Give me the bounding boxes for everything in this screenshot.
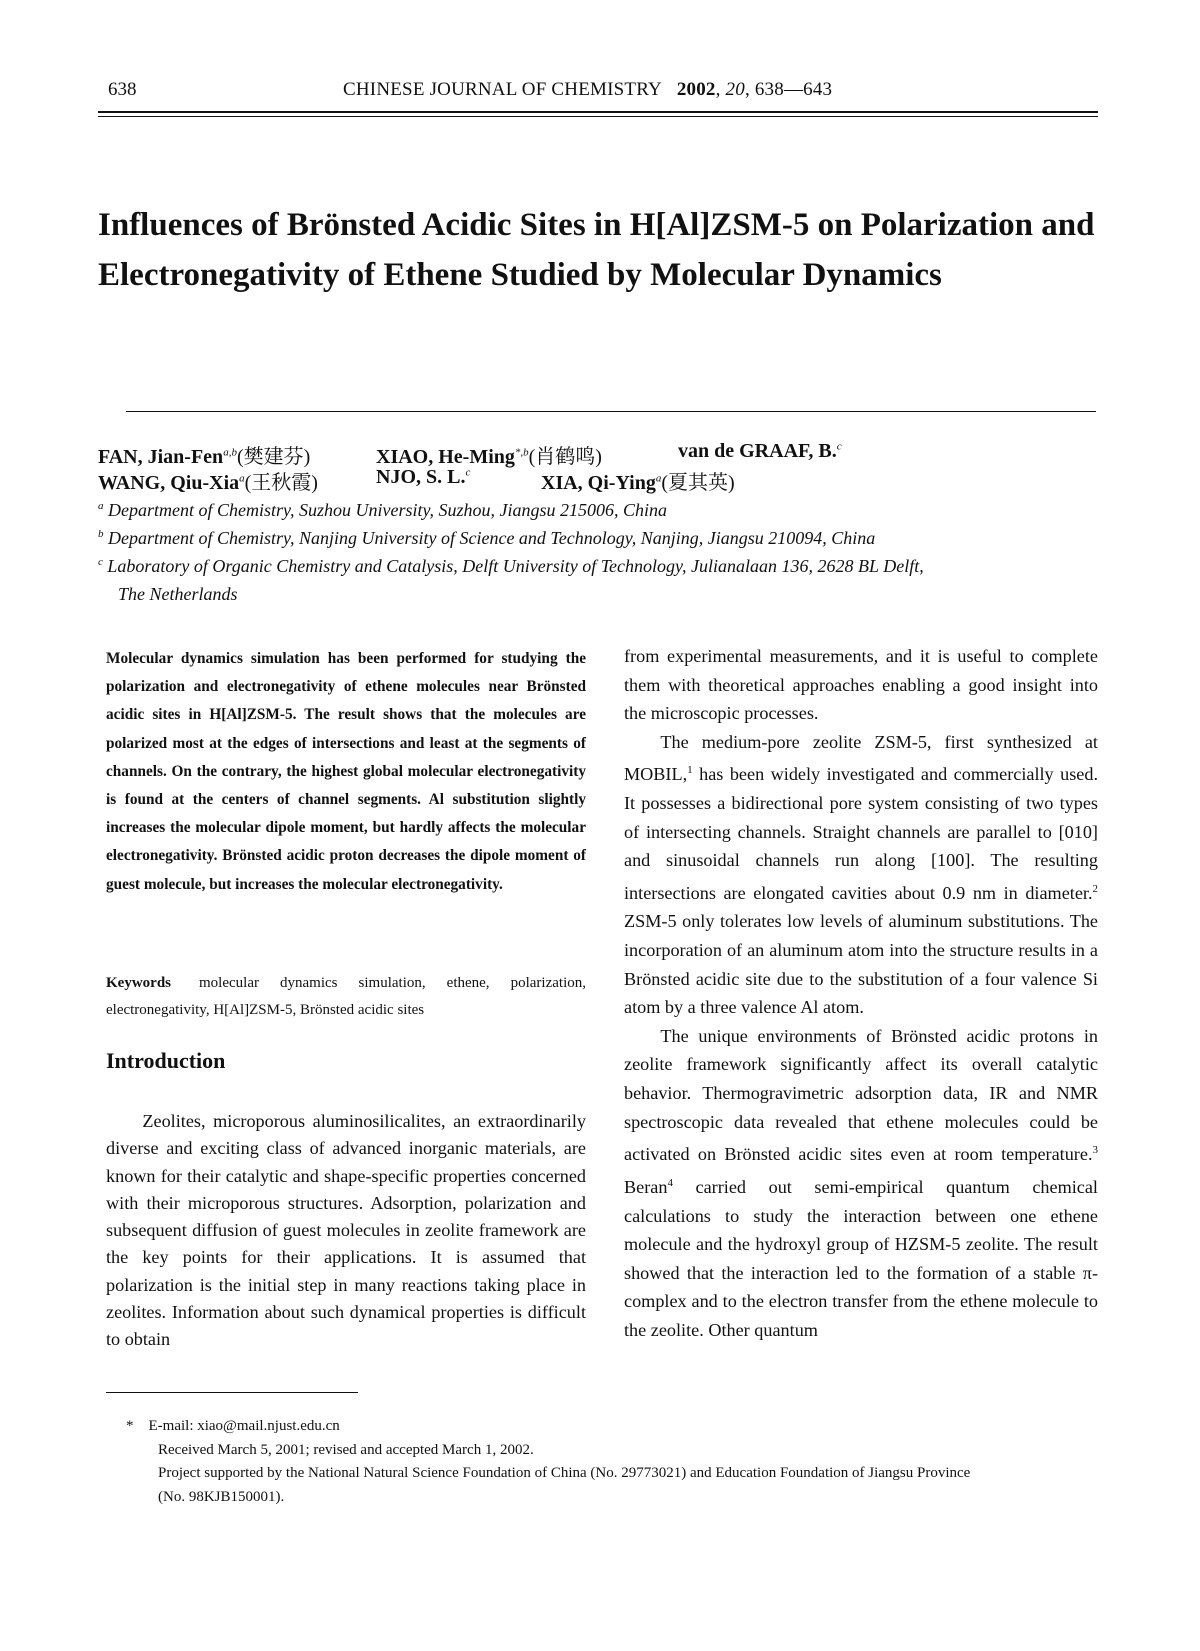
ref-3: 3 bbox=[1092, 1144, 1098, 1157]
journal-year: 2002 bbox=[676, 79, 716, 100]
page-number: 638 bbox=[108, 79, 137, 100]
author-xia: XIA, Qi-Ying$^a$(夏其英) bbox=[541, 472, 735, 494]
body-paragraph-1: from experimental measurements, and it is useful to complete them with theoretical approaches enabling a good insight into the microscopic processes. bbox=[624, 646, 1098, 724]
title-rule bbox=[126, 411, 1096, 412]
affiliation-c: $^c$ Laboratory of Organic Chemistry and Catalysis, Delft University of Technology, Julianalaan 136, 2628 BL Delft, bbox=[98, 556, 924, 576]
ref-2: 2 bbox=[1092, 882, 1098, 895]
body-paragraph-2: The medium-pore zeolite ZSM-5, first synthesized at MOBIL,$^1$ has been widely investigated and commercially used. It possesses a bidirectional pore system consisting of two types of intersecting channels. Straight channels are parallel to [010] and sinusoidal channels run along [100]. The resulting intersections are elongated cavities about 0.9 nm in diameter.$^2$ ZSM-5 only tolerates low levels of aluminum substitutions. The incorporation of an aluminum atom into the structure results in a Brönsted acidic site due to the substitution of a four valence Si atom by a three valence Al atom. bbox=[624, 731, 1098, 1018]
body-paragraph-3: The unique environments of Brönsted acidic protons in zeolite framework significantly affect its overall catalytic behavior. Thermogravimetric adsorption data, IR and NMR spectroscopic data revealed that ethene molecules could be activated on Brönsted acidic sites even at room temperature.$^3$ Beran$^4$ carried out semi-empirical quantum chemical calculations to study the interaction between one ethene molecule and the hydroxyl group of HZSM-5 zeolite. The result showed that the interaction led to the formation of a stable π-complex and to the electron transfer from the ethene molecule to the zeolite. Other quantum bbox=[624, 1025, 1098, 1340]
right-column bbox=[624, 642, 1098, 1345]
journal-volume: 20 bbox=[725, 79, 745, 100]
footnotes bbox=[126, 1415, 1106, 1509]
footnote-project: Project supported by the National Natural Science Foundation of China (No. 29773021) and Education Foundation of Jiangsu Province bbox=[158, 1465, 971, 1481]
author-fan: FAN, Jian-Fen$^{a,b}$(樊建芬) bbox=[98, 446, 311, 468]
author-xiao: XIAO, He-Ming$^{*,b}$(肖鹤鸣) bbox=[376, 446, 602, 468]
ref-1: 1 bbox=[687, 764, 693, 777]
affiliation-a: $^a$ Department of Chemistry, Suzhou University, Suzhou, Jiangsu 215006, China bbox=[98, 500, 667, 520]
keywords bbox=[106, 970, 586, 1024]
author-graaf: van de GRAAF, B.$^c$ bbox=[678, 440, 842, 462]
footnote-received: Received March 5, 2001; revised and accepted March 1, 2002. bbox=[158, 1441, 534, 1458]
abstract: Molecular dynamics simulation has been performed for studying the polarization and electronegativity of ethene molecules near Brönsted acidic sites in H[Al]ZSM-5. The result shows that the molecules are polarized most at the edges of intersections and least at the segments of channels. On the contrary, the highest global molecular electronegativity is found at the centers of channel segments. Al substitution slightly increases the molecular dipole moment, but hardly affects the molecular electronegativity. Brönsted acidic proton decreases the dipole moment of guest molecule, but increases the molecular electronegativity. bbox=[106, 650, 586, 893]
affiliation-c-country: The Netherlands bbox=[118, 584, 238, 604]
header-rule-thin bbox=[98, 116, 1098, 117]
journal-pages: 638—643 bbox=[754, 79, 833, 100]
keywords-text: molecular dynamics simulation, ethene, polarization, electronegativity, H[Al]ZSM-5, Brönsted acidic sites bbox=[106, 975, 586, 1018]
journal-citation: CHINESE JOURNAL OF CHEMISTRY 2002, 20, 638—643 bbox=[343, 79, 833, 100]
affiliation-b: $^b$ Department of Chemistry, Nanjing University of Science and Technology, Nanjing, Jiangsu 210094, China bbox=[98, 528, 876, 548]
author-njo: NJO, S. L.$^c$ bbox=[376, 466, 471, 488]
ref-4: 4 bbox=[667, 1176, 673, 1189]
footnote-project-number: (No. 98KJB150001). bbox=[158, 1488, 285, 1505]
introduction-paragraph: Zeolites, microporous aluminosilicalites, an extraordinarily diverse and exciting class of advanced inorganic materials, are known for their catalytic and shape-specific properties concerned with their microporous structures. Adsorption, polarization and subsequent diffusion of guest molecules in zeolite framework are the key points for their applications. It is assumed that polarization is the initial step in many reactions taking place in zeolites. Information about such dynamical properties is difficult to obtain bbox=[106, 1111, 586, 1350]
keywords-label: Keywords bbox=[106, 975, 171, 991]
footnote-rule bbox=[106, 1392, 358, 1393]
footnote-email: * E-mail: xiao@mail.njust.edu.cn bbox=[126, 1418, 340, 1434]
section-heading-introduction: Introduction bbox=[106, 1048, 226, 1073]
paper-title: Influences of Brönsted Acidic Sites in H[Al]ZSM-5 on Polarization and Electronegativity of Ethene Studied by Molecular Dynamics bbox=[98, 207, 1095, 293]
running-head bbox=[98, 75, 1098, 105]
author-wang: WANG, Qiu-Xia$^a$(王秋霞) bbox=[98, 472, 318, 494]
journal-name: CHINESE JOURNAL OF CHEMISTRY bbox=[343, 79, 662, 100]
header-rule bbox=[98, 111, 1098, 113]
